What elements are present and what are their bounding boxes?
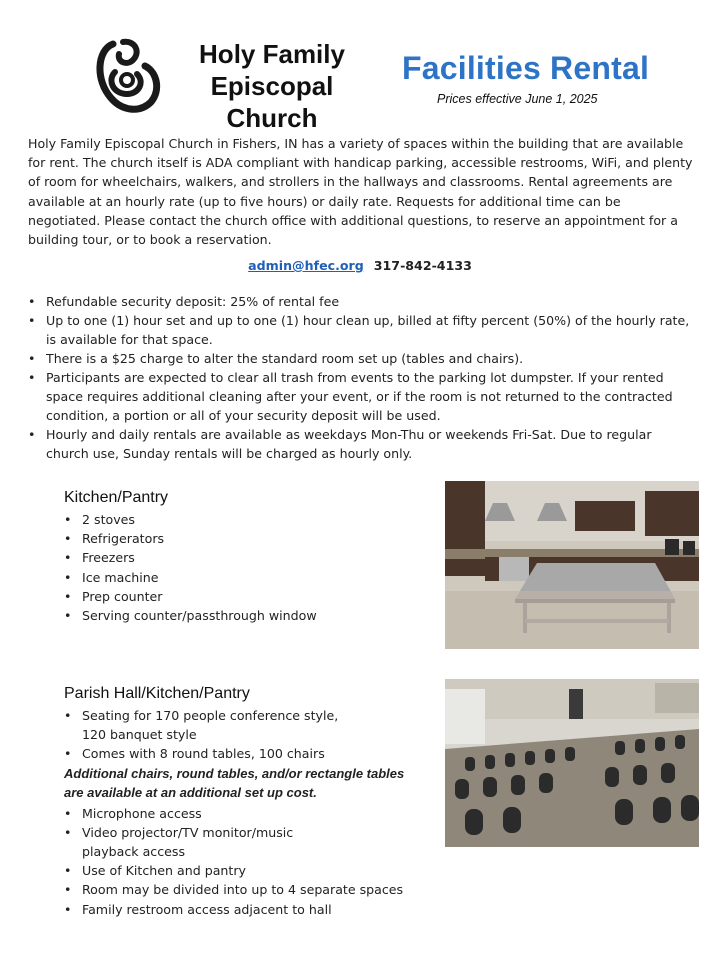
church-name [172, 38, 372, 134]
policy-item: • Hourly and daily rentals are available as weekdays Mon-Thu or weekends Fri-Sat. Due to regular church use, Sunday rentals will be charged as hourly only. [28, 425, 693, 463]
kitchen-heading: Kitchen/Pantry [64, 489, 169, 506]
parish-hall-amenities-list [64, 804, 424, 919]
parish-hall-amenity: • Use of Kitchen and pantry [64, 861, 424, 880]
policy-item: • Up to one (1) hour set and up to one (1) hour clean up, billed at fifty percent (50%) of the hourly rate, is available for that space. [28, 311, 693, 349]
church-logo [93, 36, 163, 116]
kitchen-feature: • 2 stoves [64, 510, 424, 529]
policy-item: • There is a $25 charge to alter the standard room set up (tables and chairs). [28, 349, 693, 368]
parish-hall-feature: • Seating for 170 people conference style, 120 banquet style [64, 706, 352, 744]
parish-hall-photo [445, 679, 699, 847]
church-name-line2: Episcopal Church [210, 71, 334, 133]
kitchen-feature: • Prep counter [64, 587, 424, 606]
intro-paragraph: Holy Family Episcopal Church in Fishers, IN has a variety of spaces within the building that are available for rent. The church itself is ADA compliant with handicap parking, accessible restrooms, WiFi, and plenty of room for wheelchairs, walkers, and strollers in the hallways and classrooms. Rental agreements are available at an hourly rate (up to five hours) or daily rate. Requests for additional time can be negotiated. Please contact the church office with additional questions, to reserve an appointment for a building tour, or to book a reservation. [28, 136, 693, 248]
kitchen-feature: • Serving counter/passthrough window [64, 606, 424, 625]
kitchen-feature: • Ice machine [64, 568, 424, 587]
contact-line [0, 258, 720, 273]
rental-policies-list [28, 292, 693, 463]
parish-hall-heading: Parish Hall/Kitchen/Pantry [64, 685, 250, 702]
kitchen-feature: • Refrigerators [64, 529, 424, 548]
parish-hall-feature: • Comes with 8 round tables, 100 chairs [64, 744, 424, 763]
policy-item: • Refundable security deposit: 25% of rental fee [28, 292, 693, 311]
parish-hall-amenity: • Video projector/TV monitor/music playback access [64, 823, 312, 861]
prices-effective-date: Prices effective June 1, 2025 [437, 92, 598, 106]
parish-hall-section [64, 684, 424, 919]
parish-hall-amenity: • Microphone access [64, 804, 424, 823]
kitchen-section [64, 488, 424, 625]
parish-hall-features-list [64, 706, 424, 764]
parish-hall-amenity: • Room may be divided into up to 4 separate spaces [64, 880, 424, 899]
parish-hall-amenity: • Family restroom access adjacent to hall [64, 900, 424, 919]
kitchen-feature: • Freezers [64, 548, 424, 567]
kitchen-features-list [64, 510, 424, 625]
page-title: Facilities Rental [402, 50, 650, 86]
policy-item: • Participants are expected to clear all trash from events to the parking lot dumpster. If your rented space requires additional cleaning after your event, or if the room is not returned to the contracted condition, a portion or all of your security deposit will be used. [28, 368, 693, 425]
phone-number: 317-842-4133 [373, 258, 472, 273]
email-link[interactable]: admin@hfec.org [248, 258, 364, 273]
church-name-line1: Holy Family [199, 39, 345, 69]
kitchen-photo [445, 481, 699, 649]
additional-setup-note: Additional chairs, round tables, and/or rectangle tables are available at an additional set up cost. [64, 765, 405, 800]
